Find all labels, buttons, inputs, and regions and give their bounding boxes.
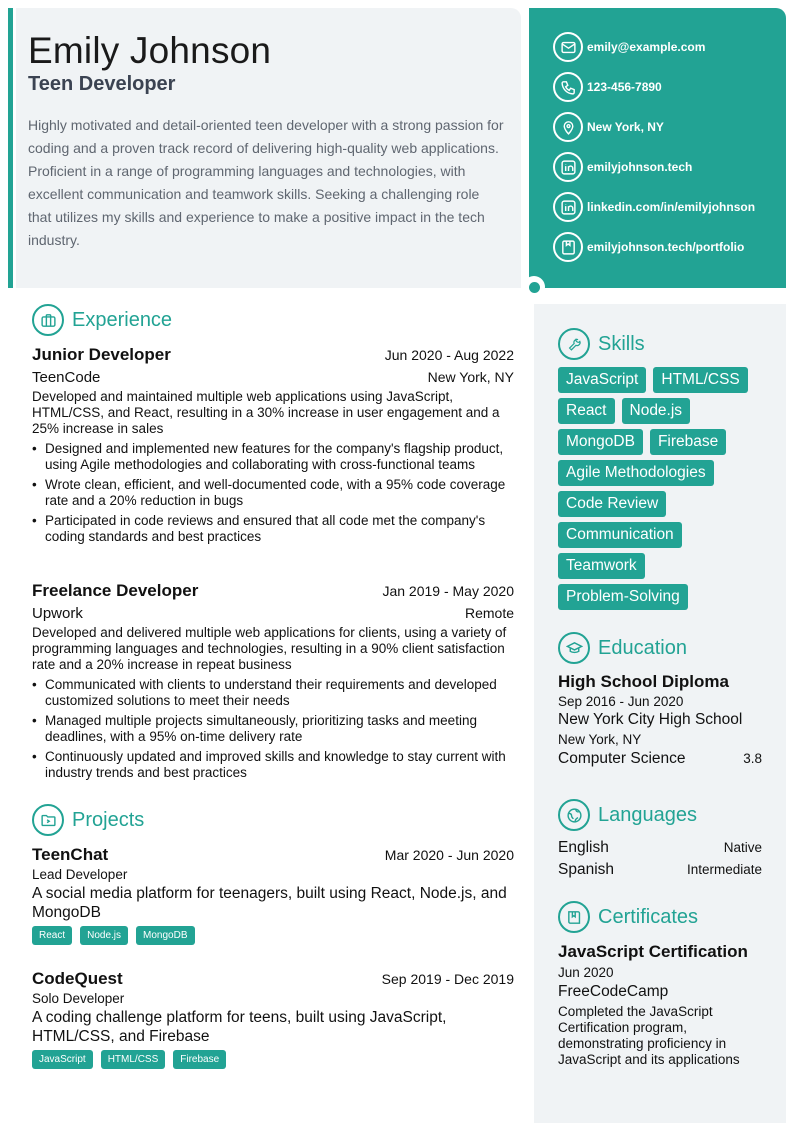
portfolio-text: emilyjohnson.tech/portfolio	[587, 240, 745, 254]
project-tags	[32, 1050, 514, 1069]
divider-dot	[529, 282, 540, 293]
job-bullet: • Managed multiple projects simultaneously, prioritizing tasks and meeting deadlines, with a 95% on-time delivery rate	[45, 713, 514, 745]
job-company: Upwork	[32, 605, 83, 622]
language-level: Intermediate	[686, 862, 762, 877]
project-description: A social media platform for teenagers, built using React, Node.js, and MongoDB	[32, 885, 507, 921]
skill-tag: React	[558, 398, 615, 424]
certificate-issuer: FreeCodeCamp	[558, 983, 669, 1000]
skills-title: Skills	[598, 332, 645, 355]
contact-phone[interactable]	[553, 72, 662, 102]
education-title: Education	[598, 636, 687, 659]
skill-tag: Node.js	[622, 398, 691, 424]
contact-email[interactable]	[553, 32, 705, 62]
project-role: Solo Developer	[32, 991, 125, 1006]
job-bullet: • Communicated with clients to understand their requirements and developed customized solutions to meet their needs	[45, 677, 514, 709]
phone-icon	[553, 72, 583, 102]
certificate-icon	[558, 901, 590, 933]
education-field: Computer Science	[558, 750, 686, 767]
header	[16, 8, 521, 288]
location-text: New York, NY	[587, 120, 664, 134]
globe-icon	[558, 799, 590, 831]
education-school: New York City High School	[558, 711, 743, 728]
certificates-heading	[558, 901, 698, 933]
certificate-name: JavaScript Certification	[558, 942, 748, 961]
education-heading	[558, 632, 687, 664]
map-pin-icon	[553, 112, 583, 142]
skill-tag: Agile Methodologies	[558, 460, 714, 486]
project-entry	[32, 969, 514, 1069]
wrench-icon	[558, 328, 590, 360]
certificates-title: Certificates	[598, 905, 699, 928]
languages-list	[558, 839, 762, 879]
candidate-role: Teen Developer	[28, 73, 176, 95]
job-entry	[32, 581, 514, 785]
project-tag: Node.js	[80, 926, 128, 945]
job-bullets	[32, 677, 514, 781]
skill-tag: HTML/CSS	[653, 367, 747, 393]
project-title: TeenChat	[32, 845, 109, 864]
linkedin-icon	[553, 192, 583, 222]
language-level: Native	[723, 840, 762, 855]
skills-heading	[558, 328, 645, 360]
contact-website[interactable]	[553, 152, 692, 182]
job-company: TeenCode	[32, 369, 101, 386]
project-tag: MongoDB	[136, 926, 194, 945]
briefcase-icon	[32, 304, 64, 336]
project-entry	[32, 845, 514, 945]
job-location: New York, NY	[427, 369, 514, 385]
project-dates: Sep 2019 - Dec 2019	[381, 971, 514, 987]
project-tags	[32, 926, 514, 945]
job-bullet: • Designed and implemented new features for the company's flagship product, using Agile methodologies and collaborating with cross-functional teams	[45, 441, 514, 473]
job-entry	[32, 345, 514, 549]
project-role: Lead Developer	[32, 867, 128, 882]
contact-portfolio[interactable]	[553, 232, 744, 262]
project-tag: JavaScript	[32, 1050, 93, 1069]
experience-title: Experience	[72, 308, 173, 331]
job-bullet: • Wrote clean, efficient, and well-documented code, with a 95% code coverage rate and a 20% reduction in bugs	[45, 477, 514, 509]
education-degree: High School Diploma	[558, 672, 729, 691]
skill-tag: Firebase	[650, 429, 726, 455]
project-description: A coding challenge platform for teens, built using JavaScript, HTML/CSS, and Firebase	[32, 1009, 447, 1045]
language-name: Spanish	[558, 861, 615, 878]
graduation-cap-icon	[558, 632, 590, 664]
job-title: Freelance Developer	[32, 581, 199, 600]
portfolio-icon	[553, 232, 583, 262]
job-description: Developed and maintained multiple web applications using JavaScript, HTML/CSS, and React, resulting in a 30% increase in user engagement and a 25% increase in sales	[32, 389, 500, 436]
header-accent-bar	[8, 8, 13, 288]
skill-tag: MongoDB	[558, 429, 643, 455]
project-tag: Firebase	[173, 1050, 226, 1069]
contact-location	[553, 112, 664, 142]
contact-panel	[529, 8, 786, 288]
certificate-date: Jun 2020	[558, 965, 614, 980]
summary: Highly motivated and detail-oriented teen developer with a strong passion for coding and a proven track record of delivering high-quality web applications. Proficient in a range of programming languages and technologies, with excellent communication and teamwork skills. Seeking a challenging role that utilizes my skills and experience to make a positive impact in the tech industry.	[28, 117, 504, 248]
projects-title: Projects	[72, 808, 145, 831]
job-dates: Jan 2019 - May 2020	[382, 583, 514, 599]
contact-linkedin[interactable]	[553, 192, 755, 222]
project-tag: HTML/CSS	[101, 1050, 166, 1069]
job-bullet: • Continuously updated and improved skills and knowledge to stay current with industry trends and best practices	[45, 749, 514, 781]
website-text: emilyjohnson.tech	[587, 160, 693, 174]
skill-tag: Code Review	[558, 491, 666, 517]
job-dates: Jun 2020 - Aug 2022	[384, 347, 514, 363]
linkedin-text: linkedin.com/in/emilyjohnson	[587, 200, 756, 214]
skill-tag: Teamwork	[558, 553, 645, 579]
skill-tag: JavaScript	[558, 367, 646, 393]
job-location: Remote	[464, 605, 514, 621]
certificate-description: Completed the JavaScript Certification program, demonstrating proficiency in JavaScript and its applications	[558, 1004, 740, 1067]
project-tag: React	[32, 926, 72, 945]
education-gpa: 3.8	[743, 751, 762, 766]
project-title: CodeQuest	[32, 969, 123, 988]
skills-list	[558, 367, 773, 610]
mail-icon	[553, 32, 583, 62]
phone-text: 123-456-7890	[587, 80, 662, 94]
language-name: English	[558, 839, 609, 856]
email-text: emily@example.com	[587, 40, 706, 54]
job-title: Junior Developer	[32, 345, 171, 364]
job-bullets	[32, 441, 514, 545]
job-description: Developed and delivered multiple web applications for clients, using a variety of programming languages and technologies, resulting in a 90% client satisfaction rate and a 20% increase in repeat business	[32, 625, 507, 672]
education-location: New York, NY	[558, 732, 642, 747]
job-bullet: • Participated in code reviews and ensured that all code met the company's coding standards and best practices	[45, 513, 514, 545]
experience-heading	[32, 304, 172, 336]
education-dates: Sep 2016 - Jun 2020	[558, 694, 684, 709]
languages-heading	[558, 799, 697, 831]
linkedin-icon	[553, 152, 583, 182]
certificate-entry	[558, 942, 762, 1068]
skill-tag: Communication	[558, 522, 682, 548]
languages-title: Languages	[598, 803, 697, 826]
education-entry	[558, 672, 762, 768]
candidate-name: Emily Johnson	[28, 30, 272, 71]
folder-icon	[32, 804, 64, 836]
project-dates: Mar 2020 - Jun 2020	[384, 847, 514, 863]
projects-heading	[32, 804, 144, 836]
skill-tag: Problem-Solving	[558, 584, 688, 610]
